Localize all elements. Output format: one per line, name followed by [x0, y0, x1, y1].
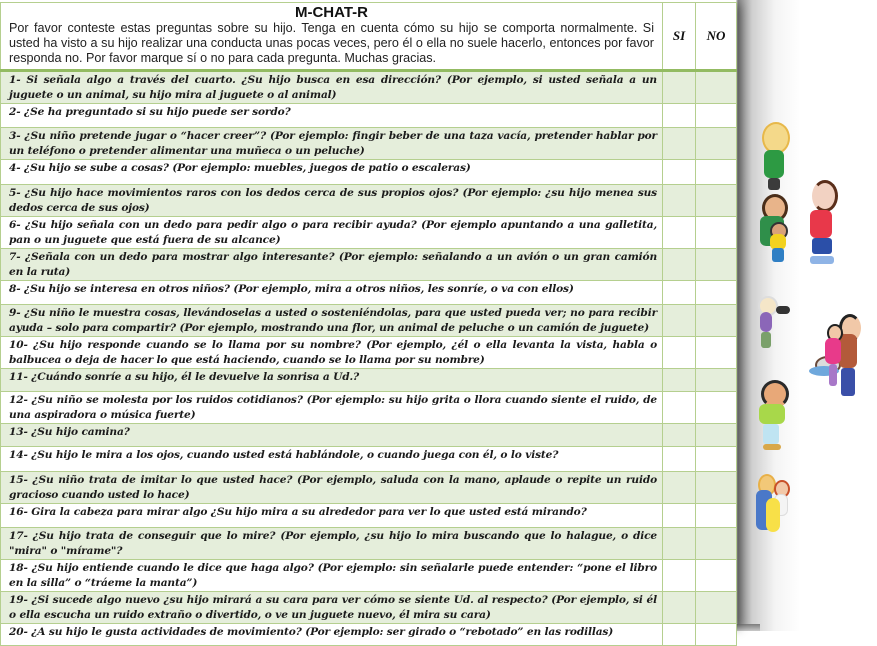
question-text: 19- ¿Si sucede algo nuevo ¿su hijo mirará a su cara para ver cómo se siente Ud. al respecto? (Por ejemplo, si él o ella escucha un ruido extraño o divertido, o ve un juguete nuevo, él mira su cara) [1, 592, 663, 624]
mchat-table [0, 2, 737, 646]
illustration-parent-and-child-with-cat [795, 308, 865, 404]
answer-yes-cell[interactable] [663, 504, 696, 528]
question-text: 10- ¿Su hijo responde cuando se lo llama por su nombre? (Por ejemplo, ¿él o ella levanta la vista, habla o balbucea o deja de hacer lo que está haciendo, cuando se lo llama por su nombre) [1, 337, 663, 369]
answer-yes-cell[interactable] [663, 624, 696, 646]
answer-no-cell[interactable] [696, 504, 737, 528]
answer-no-cell[interactable] [696, 447, 737, 472]
answer-yes-cell[interactable] [663, 160, 696, 185]
answer-yes-cell[interactable] [663, 128, 696, 160]
answer-no-cell[interactable] [696, 217, 737, 249]
illustration-girl-waving [757, 376, 793, 452]
question-row [1, 447, 737, 472]
illustration-child-at-table [756, 292, 792, 352]
question-row [1, 128, 737, 160]
question-row [1, 217, 737, 249]
question-row [1, 249, 737, 281]
illustration-mother-holding-child [758, 194, 798, 264]
question-text: 8- ¿Su hijo se interesa en otros niños? (Por ejemplo, mira a otros niños, les sonríe, o va con ellos) [1, 281, 663, 305]
question-text: 11- ¿Cuándo sonríe a su hijo, él le devuelve la sonrisa a Ud.? [1, 369, 663, 392]
answer-no-cell[interactable] [696, 624, 737, 646]
column-header-yes: SI [663, 3, 696, 71]
document-title: M-CHAT-R [294, 4, 369, 21]
answer-no-cell[interactable] [696, 104, 737, 128]
question-row [1, 160, 737, 185]
question-text: 6- ¿Su hijo señala con un dedo para pedir algo o para recibir ayuda? (Por ejemplo apuntando a una galletita, pan o un juguete que está fuera de su alcance) [1, 217, 663, 249]
answer-no-cell[interactable] [696, 560, 737, 592]
question-row [1, 424, 737, 447]
answer-no-cell[interactable] [696, 160, 737, 185]
question-row [1, 592, 737, 624]
answer-no-cell[interactable] [696, 305, 737, 337]
question-text: 9- ¿Su niño le muestra cosas, llevándoselas a usted o sosteniéndolas, para que usted pueda ver; no para recibir ayuda – solo para compartir? (Por ejemplo, mostrando una flor, un animal de peluche o un camión de juguete) [1, 305, 663, 337]
answer-no-cell[interactable] [696, 528, 737, 560]
answer-yes-cell[interactable] [663, 369, 696, 392]
question-row [1, 504, 737, 528]
question-text: 2- ¿Se ha preguntado si su hijo puede ser sordo? [1, 104, 663, 128]
question-text: 13- ¿Su hijo camina? [1, 424, 663, 447]
answer-no-cell[interactable] [696, 424, 737, 447]
answer-yes-cell[interactable] [663, 447, 696, 472]
answer-yes-cell[interactable] [663, 71, 696, 104]
answer-yes-cell[interactable] [663, 249, 696, 281]
question-row [1, 392, 737, 424]
answer-yes-cell[interactable] [663, 592, 696, 624]
header-row [1, 3, 737, 71]
question-row [1, 185, 737, 217]
answer-yes-cell[interactable] [663, 337, 696, 369]
question-text: 4- ¿Su hijo se sube a cosas? (Por ejemplo: muebles, juegos de patio o escaleras) [1, 160, 663, 185]
question-row [1, 472, 737, 504]
answer-no-cell[interactable] [696, 392, 737, 424]
answer-yes-cell[interactable] [663, 305, 696, 337]
answer-no-cell[interactable] [696, 185, 737, 217]
answer-no-cell[interactable] [696, 71, 737, 104]
question-text: 18- ¿Su hijo entiende cuando le dice que haga algo? (Por ejemplo: sin señalarle puede entender: “pone el libro en la silla” o “tráeme la manta”) [1, 560, 663, 592]
answer-no-cell[interactable] [696, 592, 737, 624]
illustration-child-covering-ears [756, 122, 796, 192]
question-row [1, 337, 737, 369]
question-row [1, 104, 737, 128]
header-cell [1, 3, 663, 71]
answer-yes-cell[interactable] [663, 560, 696, 592]
answer-yes-cell[interactable] [663, 185, 696, 217]
answer-no-cell[interactable] [696, 281, 737, 305]
question-text: 20- ¿A su hijo le gusta actividades de movimiento? (Por ejemplo: ser girado o “rebotado” en las rodillas) [1, 624, 663, 646]
question-text: 15- ¿Su niño trata de imitar lo que usted hace? (Por ejemplo, saluda con la mano, aplaude o repite un ruido gracioso cuando usted lo hace) [1, 472, 663, 504]
answer-no-cell[interactable] [696, 249, 737, 281]
answer-yes-cell[interactable] [663, 217, 696, 249]
answer-no-cell[interactable] [696, 128, 737, 160]
question-row [1, 281, 737, 305]
question-row [1, 71, 737, 104]
instructions-text: Por favor conteste estas preguntas sobre su hijo. Tenga en cuenta cómo su hijo se comporta normalmente. Si usted ha visto a su hijo realizar una conducta unas pocas veces, pero él o ella no suele hacerlo, entonces por favor responda no. Por favor marque sí o no para cada pregunta. Muchas gracias. [9, 21, 654, 65]
question-text: 16- Gira la cabeza para mirar algo ¿Su hijo mira a su alrededor para ver lo que usted está mirando? [1, 504, 663, 528]
question-text: 7- ¿Señala con un dedo para mostrar algo interesante? (Por ejemplo: señalando a un avión o un gran camión en la ruta) [1, 249, 663, 281]
question-text: 17- ¿Su hijo trata de conseguir que lo mire? (Por ejemplo, ¿su hijo lo mira buscando que lo halague, o dice "mira" o "mírame"? [1, 528, 663, 560]
question-row [1, 369, 737, 392]
question-text: 5- ¿Su hijo hace movimientos raros con los dedos cerca de sus propios ojos? (Por ejemplo: ¿su hijo menea sus dedos cerca de sus ojos) [1, 185, 663, 217]
question-text: 14- ¿Su hijo le mira a los ojos, cuando usted está hablándole, o cuando juega con él, o lo viste? [1, 447, 663, 472]
answer-no-cell[interactable] [696, 472, 737, 504]
question-row [1, 305, 737, 337]
answer-yes-cell[interactable] [663, 281, 696, 305]
illustration-children-with-toy-dog [754, 474, 794, 544]
question-row [1, 528, 737, 560]
answer-yes-cell[interactable] [663, 472, 696, 504]
answer-yes-cell[interactable] [663, 392, 696, 424]
answer-yes-cell[interactable] [663, 104, 696, 128]
question-row [1, 624, 737, 646]
answer-no-cell[interactable] [696, 369, 737, 392]
answer-no-cell[interactable] [696, 337, 737, 369]
question-text: 12- ¿Su niño se molesta por los ruidos cotidianos? (Por ejemplo: su hijo grita o llora cuando siente el ruido, de una aspiradora o música fuerte) [1, 392, 663, 424]
question-text: 1- Si señala algo a través del cuarto. ¿Su hijo busca en esa dirección? (Por ejemplo, si usted señala a un juguete o un animal, su hijo mira al juguete o al animal) [1, 71, 663, 104]
question-text: 3- ¿Su niño pretende jugar o “hacer creer”? (Por ejemplo: fingir beber de una taza vacía, pretender hablar por un teléfono o pretender alimentar una muñeca o un peluche) [1, 128, 663, 160]
answer-yes-cell[interactable] [663, 424, 696, 447]
column-header-no: NO [696, 3, 737, 71]
question-row [1, 560, 737, 592]
answer-yes-cell[interactable] [663, 528, 696, 560]
illustration-child-pointing [802, 180, 842, 276]
